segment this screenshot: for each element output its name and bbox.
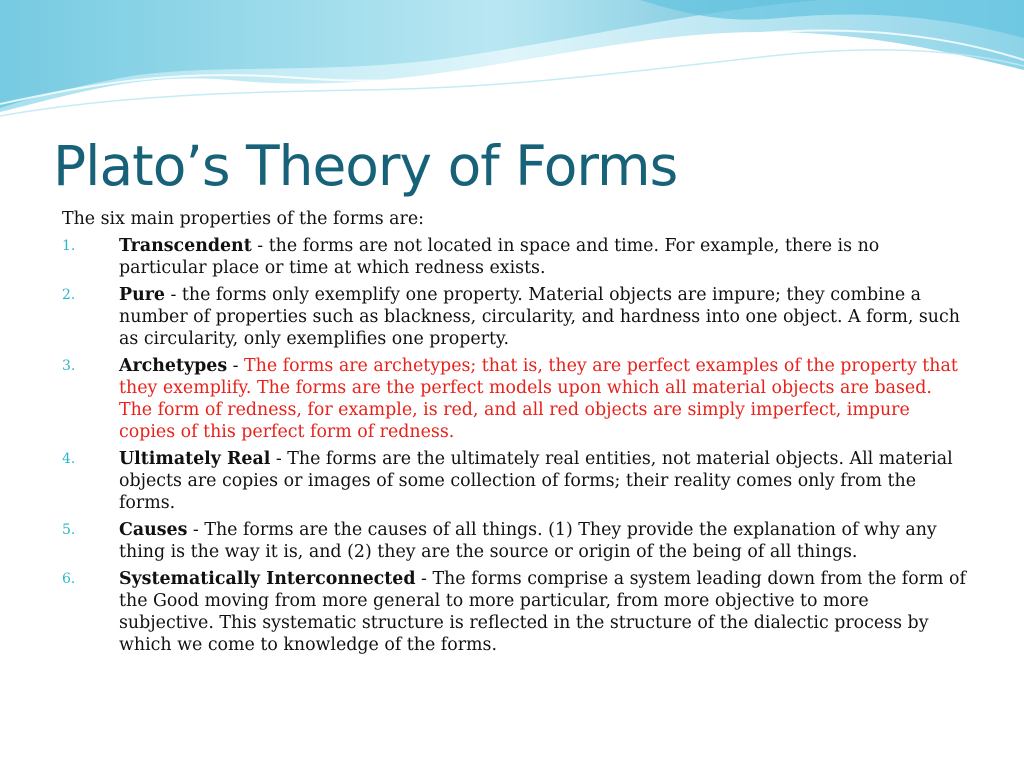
slide-title: Plato’s Theory of Forms <box>53 134 678 198</box>
term-separator: - <box>227 356 245 376</box>
property-description-highlighted: The forms are archetypes; that is, they are perfect examples of the property that they exemplify. The forms are the perfect models upon which all material objects are based. The form of redness, for example, is red, and all red objects are simply imperfect, impure copies of this perfect form of redness. <box>119 356 958 442</box>
property-item-causes <box>62 519 967 563</box>
term-separator: - <box>251 236 269 256</box>
property-description: The forms comprise a system leading down from the form of the Good moving from more general to more particular, from more objective to more subjective. This systematic structure is reflected in the structure of the dialectic process by which we come to knowledge of the forms. <box>119 569 966 655</box>
property-description: the forms only exemplify one property. Material objects are impure; they combine a number of properties such as blackness, circularity, and hardness into one object. A form, such as circularity, only exemplifies one property. <box>119 285 960 349</box>
list-number: 1. <box>62 238 76 254</box>
list-number: 4. <box>62 451 76 467</box>
property-item-archetypes <box>62 355 967 443</box>
property-term: Archetypes <box>119 356 228 376</box>
wave-header-decoration <box>0 0 1024 140</box>
property-term: Transcendent <box>119 236 252 256</box>
list-number: 5. <box>62 522 76 538</box>
list-number: 3. <box>62 358 76 374</box>
property-term: Pure <box>119 285 165 305</box>
list-number: 6. <box>62 571 76 587</box>
properties-list <box>62 235 967 656</box>
property-item-transcendent <box>62 235 967 279</box>
property-description: The forms are the ultimately real entities, not material objects. All material objects are copies or images of some collection of forms; their reality comes only from the forms. <box>119 449 953 513</box>
property-term: Ultimately Real <box>119 449 271 469</box>
property-term: Systematically Interconnected <box>119 569 416 589</box>
term-separator: - <box>415 569 433 589</box>
slide-content <box>62 208 967 661</box>
term-separator: - <box>187 520 205 540</box>
property-term: Causes <box>119 520 188 540</box>
list-number: 2. <box>62 287 76 303</box>
property-description: The forms are the causes of all things. (1) They provide the explanation of why any thing is the way it is, and (2) they are the source or origin of the being of all things. <box>119 520 937 562</box>
term-separator: - <box>270 449 288 469</box>
property-item-systematically-interconnected <box>62 568 967 656</box>
intro-text: The six main properties of the forms are: <box>62 209 424 229</box>
term-separator: - <box>164 285 182 305</box>
property-description: the forms are not located in space and time. For example, there is no particular place or time at which redness exists. <box>119 236 880 278</box>
property-item-pure <box>62 284 967 350</box>
property-item-ultimately-real <box>62 448 967 514</box>
